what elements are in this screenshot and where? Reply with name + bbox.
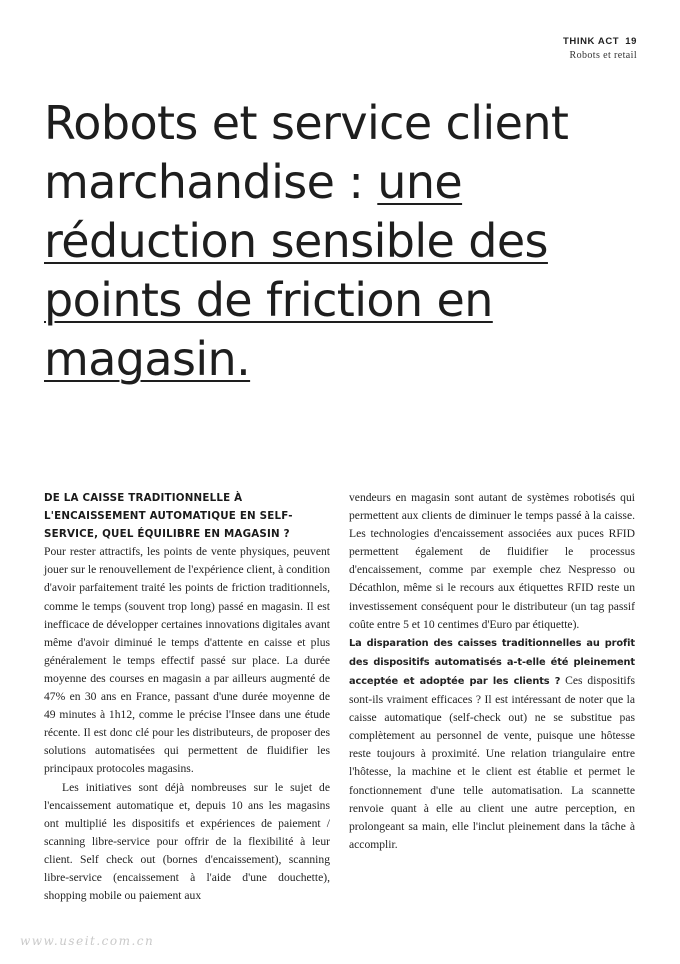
body-paragraph-with-question xyxy=(349,634,635,854)
body-paragraph: vendeurs en magasin sont autant de systèmes robotisés qui permettent aux clients de diminuer le temps passé à la caisse. Les technologies d'encaissement associées aux puces RFID permettent également de fluidifier le processus d'encaissement, comme par exemple chez Nespresso ou Décathlon, même si le recours aux étiquettes RFID reste un investissement conséquent pour le distributeur (un tag passif coûte entre 5 et 10 centimes d'Euro par étiquette). xyxy=(349,491,635,631)
headline-underlined: une réduction sensible des points de friction en magasin. xyxy=(44,155,548,386)
watermark: www.useit.com.cn xyxy=(20,934,155,948)
article-headline xyxy=(44,94,644,389)
right-column xyxy=(349,489,635,854)
brand-name: THINK ACT xyxy=(562,36,620,47)
bold-question: La disparation des caisses traditionnelles au profit des dispositifs automatisés a-t-elle été pleinement acceptée et adoptée par les clients ? xyxy=(349,637,635,687)
body-paragraph: Les initiatives sont déjà nombreuses sur le sujet de l'encaissement automatique et, depuis 10 ans les magasins ont multiplié les dispositifs et expériences de paiement / scanning libre-service pour offrir de la flexibilité à leur client. Self check out (bornes d'encaissement), scanning libre-service (encaissement à l'aide d'une douchette), shopping mobile ou paiement aux xyxy=(44,780,330,903)
page-header xyxy=(563,36,637,61)
publication-brand xyxy=(563,36,637,47)
section-heading: DE LA CAISSE TRADITIONNELLE À L'ENCAISSEMENT AUTOMATIQUE EN SELF-SERVICE, QUEL ÉQUILIBRE EN MAGASIN ? xyxy=(44,492,293,541)
page-number: 19 xyxy=(625,36,637,47)
left-column xyxy=(44,489,330,905)
headline-plain: Robots et service client marchandise : xyxy=(44,96,569,209)
body-paragraph: Pour rester attractifs, les points de vente physiques, peuvent jouer sur le renouvellement de l'expérience client, à condition d'avoir parfaitement traité les points de friction traditionnels, comme le temps (souvent trop long) passé en magasin. Il est inefficace de développer certaines innovations digitales avant même d'avoir diminué le temps d'attente en caisse et plus généralement le temps effectif passé sur place. La durée moyenne des courses en magasin a par ailleurs augmenté de 47% en 30 ans en France, passant d'une durée moyenne de 49 minutes à 1h12, comme le précise l'Insee dans une étude récente. Il est donc clé pour les distributeurs, de proposer des solutions automatisées qui permettent de fluidifier les principaux protocoles magasins. xyxy=(44,545,330,776)
section-name: Robots et retail xyxy=(569,50,637,61)
question-followup: Ces dispositifs sont-ils vraiment efficaces ? Il est intéressant de noter que la caisse automatique (self-check out) ne se substitue pas complètement au personnel de vente, puisque une hôtesse reste toujours à proximité. Une relation triangulaire entre l'hôtesse, la machine et le client est établie et permet le fonctionnement d'une telle automatisation. La scannette renvoie quant à elle au client une autre perception, en prolongeant sa main, elle l'inclut pleinement dans la tâche à accomplir. xyxy=(349,673,636,851)
